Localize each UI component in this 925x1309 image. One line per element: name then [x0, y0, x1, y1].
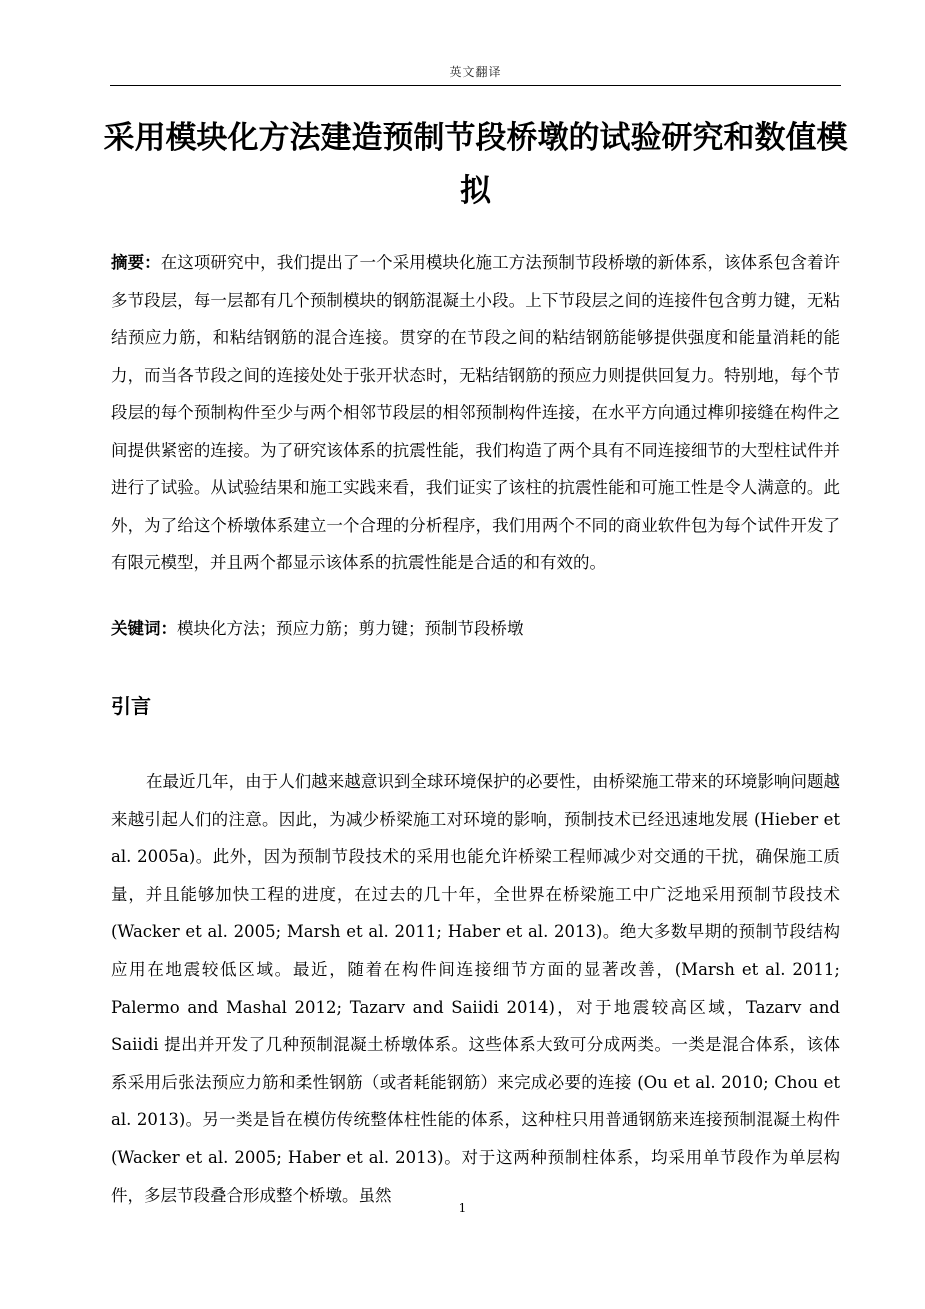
keywords-text: 模块化方法；预应力筋；剪力键；预制节段桥墩: [177, 619, 524, 638]
keywords-label: 关键词：: [111, 619, 177, 638]
section-heading-introduction: 引言: [111, 694, 151, 718]
introduction-paragraph: 在最近几年，由于人们越来越意识到全球环境保护的必要性，由桥梁施工带来的环境影响问题越来越引起人们的注意。因此，为减少桥梁施工对环境的影响，预制技术已经迅速地发展 (Hieber et al. 2005a)。此外，因为预制节段技术的采用也能允许桥梁工程师减少对交通的干扰，确保施工质量，并且能够加快工程的进度，在过去的几十年，全世界在桥梁施工中广泛地采用预制节段技术(Wacker et al. 2005; Marsh et al. 2011; Haber et al. 2013)。绝大多数早期的预制节段结构应用在地震较低区域。最近，随着在构件间连接细节方面的显著改善，(Marsh et al. 2011; Palermo and Mashal 2012; Tazarv and Saiidi 2014)，对于地震较高区域，Tazarv and Saiidi 提出并开发了几种预制混凝土桥墩体系。这些体系大致可分成两类。一类是混合体系，该体系采用后张法预应力筋和柔性钢筋（或者耗能钢筋）来完成必要的连接 (Ou et al. 2010; Chou et al. 2013)。另一类是旨在模仿传统整体柱性能的体系，这种柱只用普通钢筋来连接预制混凝土构件(Wacker et al. 2005; Haber et al. 2013)。对于这两种预制柱体系，均采用单节段作为单层构件，多层节段叠合形成整个桥墩。虽然: [111, 772, 840, 1205]
abstract-label: 摘要：: [111, 253, 161, 272]
document-title: 采用模块化方法建造预制节段桥墩的试验研究和数值模拟: [103, 120, 848, 209]
page-number: 1: [458, 1201, 467, 1215]
abstract-paragraph: [111, 244, 840, 582]
page-header: 英文翻译: [449, 65, 502, 79]
keywords-line: [111, 610, 840, 647]
header-rule: [110, 85, 841, 86]
abstract-text: 在这项研究中，我们提出了一个采用模块化施工方法预制节段桥墩的新体系，该体系包含着许多节段层，每一层都有几个预制模块的钢筋混凝土小段。上下节段层之间的连接件包含剪力键，无粘结预应力筋，和粘结钢筋的混合连接。贯穿的在节段之间的粘结钢筋能够提供强度和能量消耗的能力，而当各节段之间的连接处处于张开状态时，无粘结钢筋的预应力则提供回复力。特别地，每个节段层的每个预制构件至少与两个相邻节段层的相邻预制构件连接，在水平方向通过榫卯接缝在构件之间提供紧密的连接。为了研究该体系的抗震性能，我们构造了两个具有不同连接细节的大型柱试件并进行了试验。从试验结果和施工实践来看，我们证实了该柱的抗震性能和可施工性是令人满意的。此外，为了给这个桥墩体系建立一个合理的分析程序，我们用两个不同的商业软件包为每个试件开发了有限元模型，并且两个都显示该体系的抗震性能是合适的和有效的。: [111, 253, 841, 572]
